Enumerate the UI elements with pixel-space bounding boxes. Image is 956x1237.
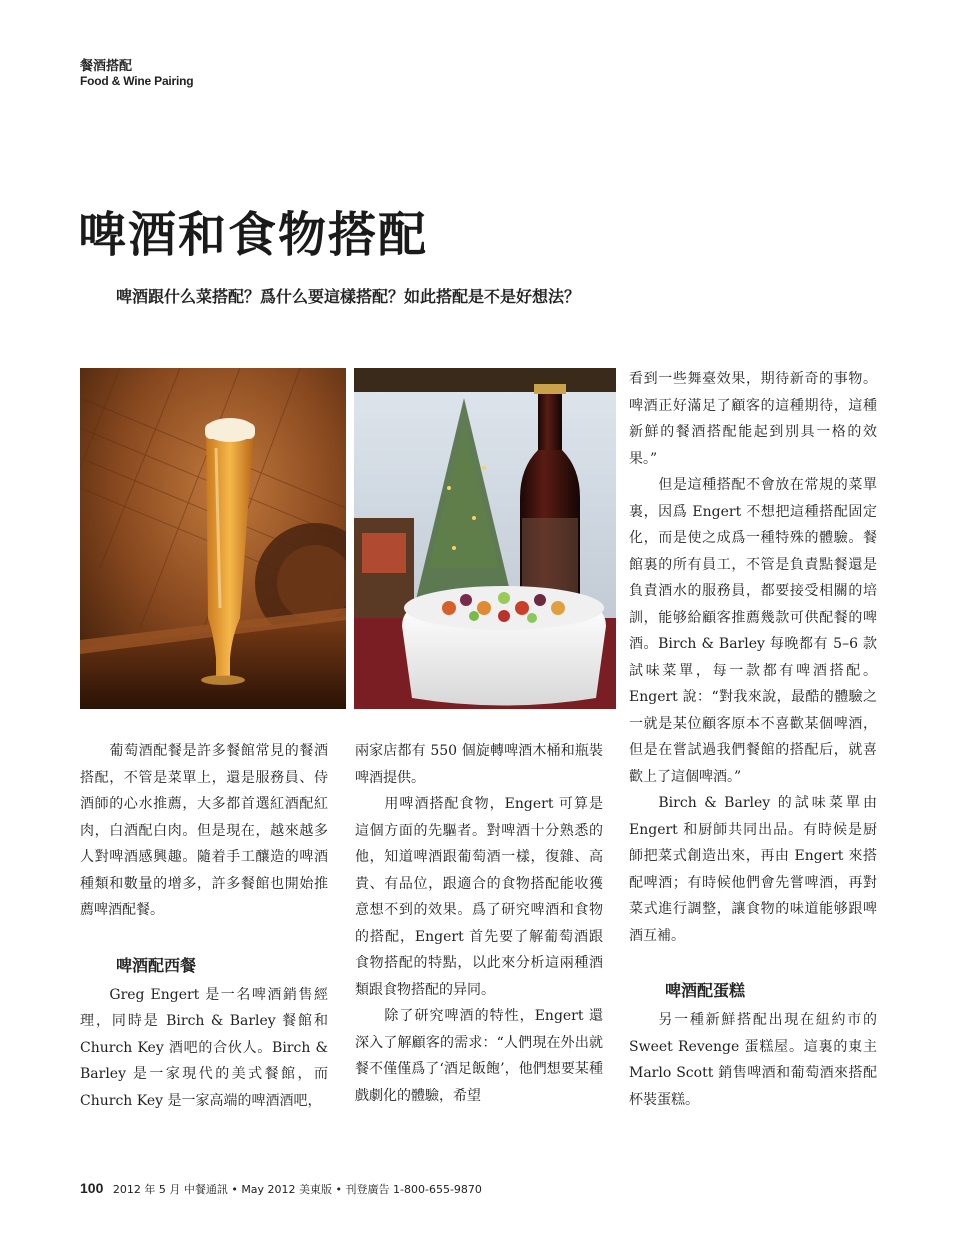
- paragraph: Birch & Barley 的試味菜單由 Engert 和厨師共同出品。有時候是厨師把菜式創造出來，再由 Engert 來搭配啤酒；有時候他們會先嘗啤酒，再對菜式進行調整，讓食物的味道能够跟啤酒互補。: [629, 795, 877, 944]
- paragraph: Greg Engert 是一名啤酒銷售經理，同時是 Birch & Barley 餐館和 Church Key 酒吧的合伙人。Birch & Barley 是一家現代的美式餐館，而 Church Key 是一家高端的啤酒酒吧，: [80, 986, 328, 1109]
- paragraph: 另一種新鮮搭配出現在紐約市的 Sweet Revenge 蛋糕屋。這裏的東主 Marlo Scott 銷售啤酒和葡萄酒來搭配杯裝蛋糕。: [629, 1012, 877, 1108]
- bottle-and-dish-photo: [354, 368, 616, 709]
- article-column-1: [80, 738, 328, 1114]
- article-column-2: [355, 738, 603, 1109]
- paragraph: 葡萄酒配餐是許多餐館常見的餐酒搭配，不管是菜單上，還是服務員、侍酒師的心水推薦，大多都首選紅酒配紅肉，白酒配白肉。但是現在，越來越多人對啤酒感興趣。隨着手工釀造的啤酒種類和數量的增多，許多餐館也開始推薦啤酒配餐。: [80, 743, 328, 918]
- page-footer: [80, 1180, 482, 1197]
- beer-glass-photo: [80, 368, 346, 709]
- article-title: 啤酒和食物搭配: [78, 207, 429, 263]
- article-subtitle: 啤酒跟什么菜搭配？爲什么要這樣搭配？如此搭配是不是好想法？: [116, 287, 581, 306]
- paragraph: 兩家店都有 550 個旋轉啤酒木桶和瓶裝啤酒提供。: [355, 743, 603, 786]
- page-number: 100: [80, 1180, 104, 1196]
- paragraph: 但是這種搭配不會放在常規的菜單裏，因爲 Engert 不想把這種搭配固定化，而是使之成爲一種特殊的體驗。餐館裏的所有員工，不管是負責點餐還是負責酒水的服務員，都要接受相關的培訓，能够給顧客推薦幾款可供配餐的啤酒。Birch & Barley 每晚都有 5–6 款試味菜單，每一款都有啤酒搭配。Engert 說：“對我來說，最酷的體驗之一就是某位顧客原本不喜歡某個啤酒，但是在嘗試過我們餐館的搭配后，就喜歡上了這個啤酒。”: [629, 477, 877, 785]
- paragraph: 看到一些舞臺效果，期待新奇的事物。啤酒正好滿足了顧客的這種期待，這種新鮮的餐酒搭配能起到別具一格的效果。”: [629, 371, 877, 467]
- section-label-cn: 餐酒搭配: [80, 59, 133, 74]
- paragraph: 除了研究啤酒的特性，Engert 還深入了解顧客的需求：“人們現在外出就餐不僅僅爲了‘酒足飯飽’，他們想要某種戲劇化的體驗，希望: [355, 1008, 603, 1104]
- section-heading: 啤酒配蛋糕: [665, 981, 746, 1000]
- footer-text: 2012 年 5 月 中餐通訊 • May 2012 美東版 • 刊登廣告 1-800-655-9870: [112, 1183, 482, 1196]
- section-label-en: Food & Wine Pairing: [80, 74, 194, 88]
- article-column-3: [629, 366, 877, 1113]
- section-heading: 啤酒配西餐: [116, 955, 197, 975]
- paragraph: 用啤酒搭配食物，Engert 可算是這個方面的先驅者。對啤酒十分熟悉的他，知道啤酒跟葡萄酒一樣，復雜、高貴、有品位，跟適合的食物搭配能收獲意想不到的效果。爲了研究啤酒和食物的搭配，Engert 首先要了解葡萄酒跟食物搭配的特點，以此來分析這兩種酒類跟食物搭配的异同。: [355, 796, 603, 998]
